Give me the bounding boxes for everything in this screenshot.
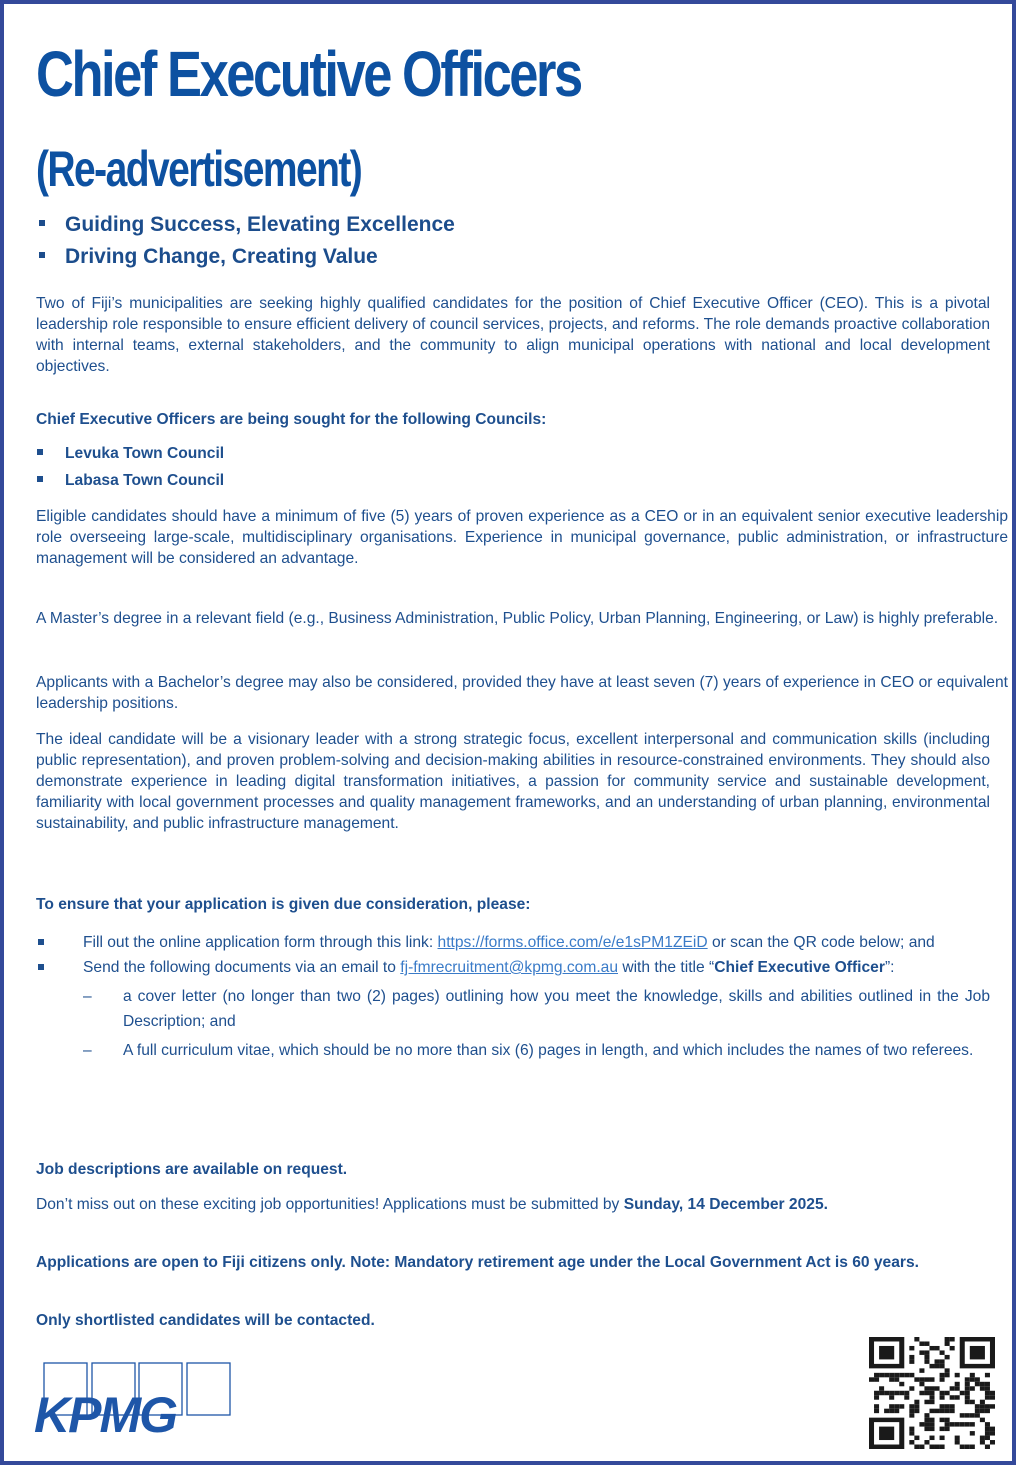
apply-item-email: Send the following documents via an email to fj-fmrecruitment@kpmg.com.au with the title “Chief Executive Officer”: – a cover letter (no longer than two (2) pages) outlining how you meet the knowledge, skills and abilities outlined in the Job Description; and – A full curriculum vitae, which should be no more than six (6) pages in length, and which includes the names of two referees. [36, 955, 990, 1063]
qr-code[interactable] [869, 1337, 995, 1449]
dash-icon: – [83, 1042, 92, 1059]
page-subtitle: (Re-advertisement) [36, 141, 362, 197]
application-form-link[interactable]: https://forms.office.com/e/e1sPM1ZEiD [437, 934, 708, 951]
bullet-icon [39, 252, 45, 258]
qr-code-icon[interactable] [869, 1337, 995, 1449]
intro-paragraph: Two of Fiji’s municipalities are seeking highly qualified candidates for the position of Chief Executive Officer (CEO). This is a pivotal leadership role responsible to ensure efficient delivery of council services, projects, and reforms. The role demands proactive collaboration with internal teams, external stakeholders, and the community to align municipal operations with national and local development objectives. [36, 295, 990, 375]
svg-text:KPMG: KPMG [34, 1387, 176, 1442]
apply-item-form: Fill out the online application form through this link: https://forms.office.com/e/e1sPM1ZEiD or scan the QR code below; and [36, 930, 990, 955]
ideal-candidate-paragraph: The ideal candidate will be a visionary leader with a strong strategic focus, excellent interpersonal and communication skills (including public representation), and proven problem-solving and decision-making abilities in resource-constrained environments. They should also demonstrate experience in leading digital transformation initiatives, a passion for community service and sustainable development, familiarity with local government processes and quality management frameworks, and an understanding of urban planning, environmental sustainability, and public infrastructure management. [36, 731, 990, 832]
councils-heading: Chief Executive Officers are being sought for the following Councils: [36, 411, 547, 428]
bachelors-paragraph: Applicants with a Bachelor’s degree may also be considered, provided they have at least seven (7) years of experience in CEO or equivalent leadership positions. [36, 674, 1008, 712]
bullet-icon [39, 220, 45, 226]
job-descriptions-note: Job descriptions are available on request. [36, 1161, 348, 1178]
bullet-icon [38, 964, 44, 970]
bullet-icon [38, 939, 44, 945]
page-title: Chief Executive Officers [36, 38, 581, 110]
apply-heading: To ensure that your application is given due consideration, please: [36, 896, 531, 913]
apply-list [36, 930, 990, 1067]
tagline: Driving Change, Creating Value [36, 241, 455, 273]
kpmg-logo-icon [32, 1362, 232, 1442]
document-item: – a cover letter (no longer than two (2) pages) outlining how you meet the knowledge, skills and abilities outlined in the Job Description; and [83, 984, 990, 1034]
eligibility-paragraph: Eligible candidates should have a minimum of five (5) years of proven experience as a CEO or in an equivalent senior executive leadership role overseeing large-scale, multidisciplinary organisations. Experience in municipal governance, public administration, or infrastructure management will be considered an advantage. [36, 508, 1008, 567]
document-item: – A full curriculum vitae, which should be no more than six (6) pages in length, and which includes the names of two referees. [83, 1038, 990, 1063]
citizenship-note: Applications are open to Fiji citizens only. Note: Mandatory retirement age under the Local Government Act is 60 years. [36, 1254, 919, 1271]
council-list [36, 440, 224, 494]
bullet-icon [37, 476, 43, 482]
documents-list [83, 984, 990, 1063]
council-item: Levuka Town Council [36, 440, 224, 467]
kpmg-logo [32, 1362, 232, 1442]
shortlist-note: Only shortlisted candidates will be contacted. [36, 1312, 375, 1329]
deadline-paragraph: Don’t miss out on these exciting job opportunities! Applications must be submitted by Sunday, 14 December 2025. [36, 1196, 828, 1213]
council-item: Labasa Town Council [36, 467, 224, 494]
tagline: Guiding Success, Elevating Excellence [36, 209, 455, 241]
masters-paragraph: A Master’s degree in a relevant field (e.g., Business Administration, Public Policy, Urban Planning, Engineering, or Law) is highly preferable. [36, 610, 999, 627]
dash-icon: – [83, 988, 92, 1005]
bullet-icon [37, 449, 43, 455]
recruitment-email-link[interactable]: fj-fmrecruitment@kpmg.com.au [400, 959, 618, 976]
tagline-list [36, 209, 455, 273]
deadline-date: Sunday, 14 December 2025. [623, 1196, 828, 1213]
